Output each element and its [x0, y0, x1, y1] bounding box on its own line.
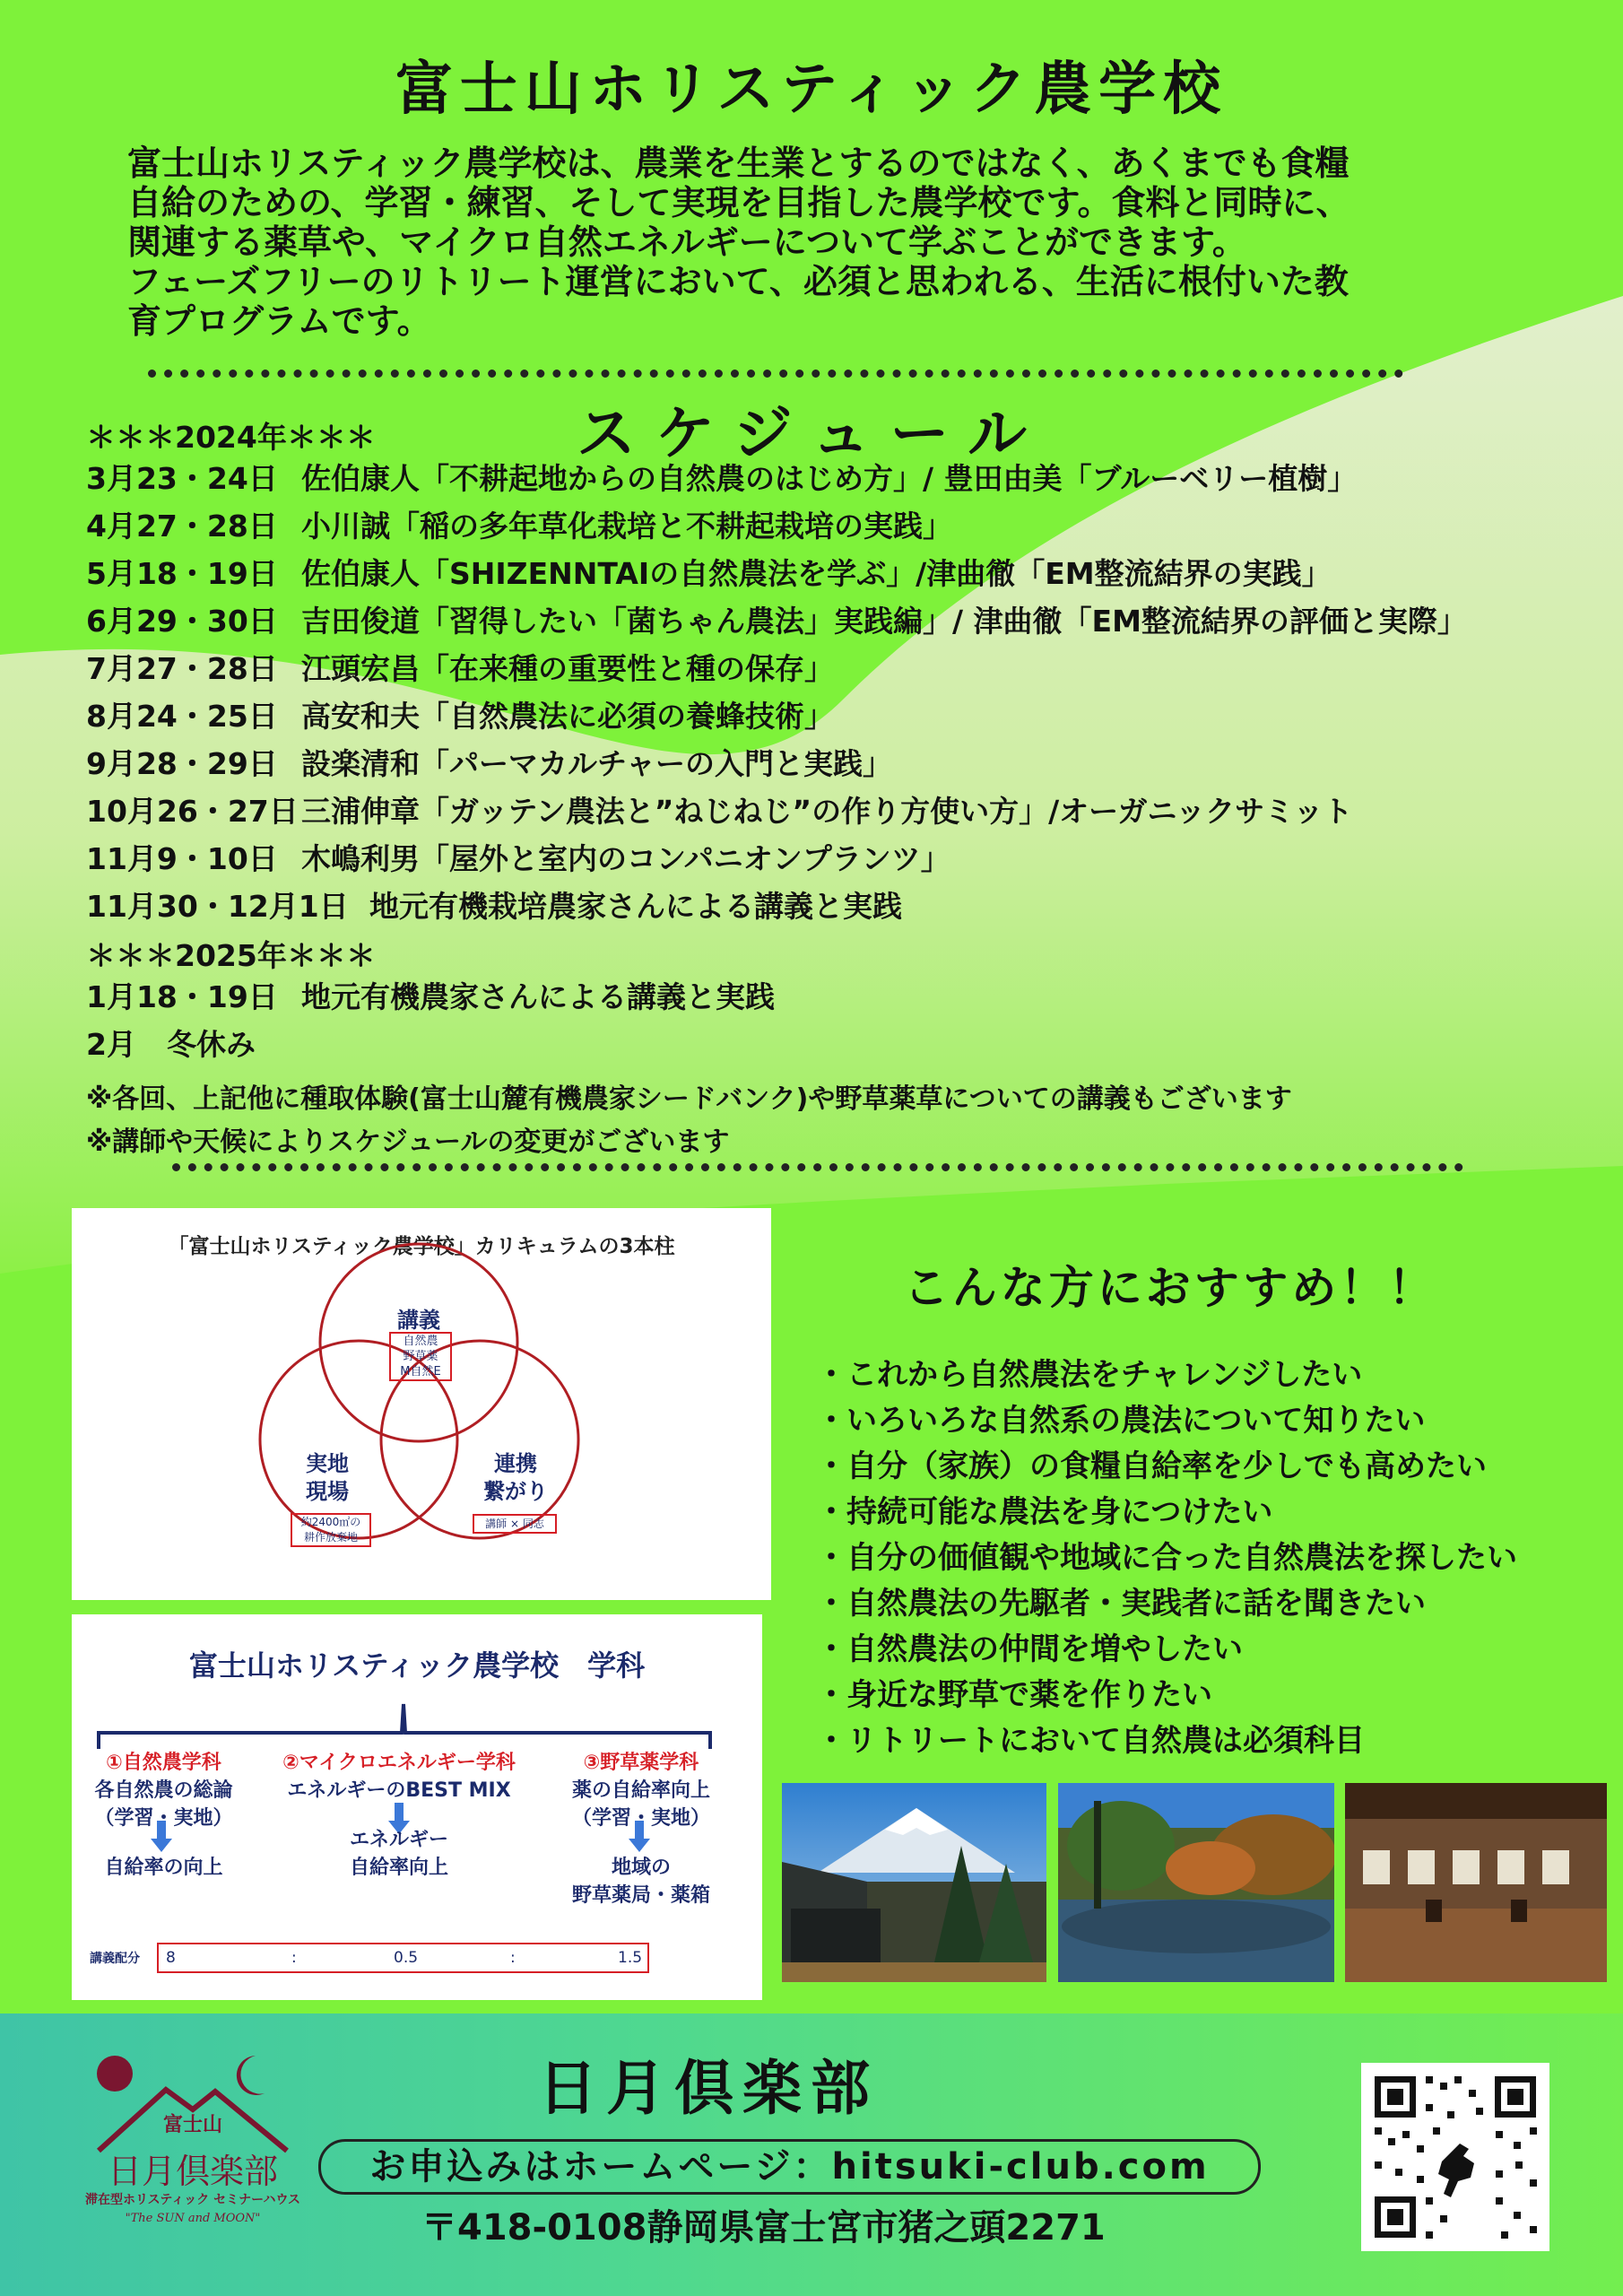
sun-icon [97, 2056, 133, 2092]
intro-line: 育プログラムです。 [127, 301, 431, 341]
schedule-row [86, 509, 952, 544]
department-col-2 [269, 1749, 529, 1882]
club-logo [81, 2045, 305, 2260]
schedule-text: 木嶋利男「屋外と室内のコンパニオンプランツ」 [301, 841, 950, 876]
schedule-text: 佐伯康人「不耕起地からの自然農のはじめ方」/ 豊田由美「ブルーベリー植樹」 [301, 461, 1358, 496]
schedule-row [86, 979, 775, 1015]
ratio-bar [157, 1943, 649, 1973]
department-line: （学習・実地） [94, 1807, 233, 1830]
schedule-date: 2月 [86, 1027, 136, 1062]
department-result: 野草薬局・薬箱 [571, 1884, 710, 1907]
schedule-text: 吉田俊道「習得したい「菌ちゃん農法」実践編」/ 津曲徹「EM整流結界の評価と実際」 [301, 604, 1467, 639]
schedule-row [86, 746, 892, 782]
schedule-text: 高安和夫「自然農法に必須の養蜂技術」 [301, 699, 834, 734]
venn-box-network: 講師 × 同志 [473, 1514, 557, 1534]
department-result: エネルギー [349, 1829, 448, 1851]
club-name: 日月倶楽部 [538, 2054, 879, 2123]
recommend-item: ・いろいろな自然系の農法について知りたい [816, 1403, 1426, 1439]
logo-main-text: 日月倶楽部 [107, 2152, 278, 2191]
dotted-divider [172, 1163, 1463, 1171]
schedule-row [86, 556, 1332, 592]
brace-line [99, 1704, 710, 1749]
department-line: エネルギーのBEST MIX [287, 1779, 511, 1802]
venn-label-field [278, 1450, 377, 1506]
schedule-date: 11月30・12月1日 [86, 889, 349, 924]
recommend-item: ・自然農法の仲間を増やしたい [816, 1631, 1243, 1667]
venn-label-line: 繋がり [483, 1479, 548, 1504]
schedule-date: 8月24・25日 [86, 699, 278, 734]
schedule-note: ※講師や天候によりスケジュールの変更がございます [86, 1126, 730, 1158]
schedule-row [86, 461, 1357, 497]
ratio-separator: : [510, 1949, 516, 1967]
department-line: 各自然農の総論 [94, 1779, 233, 1802]
schedule-date: 9月28・29日 [86, 746, 278, 781]
venn-box-line: M自然E [400, 1365, 441, 1378]
venn-box-lecture [389, 1332, 452, 1381]
photo-pond-autumn [1058, 1783, 1334, 1982]
schedule-date: 3月23・24日 [86, 461, 278, 496]
ratio-label: 講義配分 [90, 1952, 140, 1966]
recommend-item: ・持続可能な農法を身につけたい [816, 1494, 1273, 1530]
logo-top-text: 富士山 [162, 2113, 222, 2136]
recommend-item: ・自分の価値観や地域に合った自然農法を探したい [816, 1540, 1517, 1576]
schedule-row [86, 841, 950, 877]
photo-mount-fuji-house [782, 1783, 1046, 1982]
schedule-row [86, 794, 1352, 830]
schedule-date: 1月18・19日 [86, 979, 278, 1014]
page-title: 富士山ホリスティック農学校 [395, 57, 1228, 123]
schedule-date: 4月27・28日 [86, 509, 278, 544]
recommend-item: ・これから自然農法をチャレンジしたい [816, 1357, 1363, 1393]
departments-panel [72, 1614, 762, 2000]
department-col-3 [538, 1749, 744, 1909]
year-label-2025: ＊＊＊2025年＊＊＊ [86, 938, 376, 973]
year-label-2024: ＊＊＊2024年＊＊＊ [86, 420, 376, 455]
department-head: ②マイクロエネルギー学科 [282, 1752, 516, 1774]
dotted-divider [148, 370, 1403, 378]
schedule-date: 5月18・19日 [86, 556, 278, 591]
curriculum-panel [72, 1208, 771, 1600]
venn-box-field [291, 1513, 371, 1547]
curriculum-title: 「富士山ホリスティック農学校」カリキュラムの3本柱 [168, 1235, 675, 1258]
intro-line: 関連する薬草や、マイクロ自然エネルギーについて学ぶことができます。 [127, 222, 1246, 262]
schedule-note: ※各回、上記他に種取体験(富士山麓有機農家シードバンク)や野草薬草についての講義もございます [86, 1083, 1292, 1115]
department-result: 自給率向上 [349, 1857, 448, 1879]
ratio-value: 0.5 [394, 1949, 419, 1967]
schedule-date: 7月27・28日 [86, 651, 278, 686]
logo-en-text: "The SUN and MOON" [125, 2212, 261, 2225]
venn-label-network [466, 1450, 565, 1506]
department-head: ③野草薬学科 [583, 1752, 699, 1774]
intro-text [127, 144, 1526, 341]
qr-code-icon[interactable] [1361, 2063, 1549, 2251]
moon-icon [237, 2056, 265, 2095]
photo-hall-interior [1345, 1783, 1607, 1982]
department-line: 薬の自給率向上 [571, 1779, 710, 1802]
intro-line: 富士山ホリスティック農学校は、農業を生業とするのではなく、あくまでも食糧 [127, 144, 1350, 183]
department-line: （学習・実地） [571, 1807, 710, 1830]
schedule-text: 地元有機栽培農家さんによる講義と実践 [369, 889, 902, 924]
schedule-date: 10月26・27日 [86, 794, 299, 829]
recommend-item: ・身近な野草で薬を作りたい [816, 1677, 1212, 1713]
address: 〒418-0108静岡県富士宮市猪之頭2271 [421, 2207, 1106, 2248]
schedule-text: 冬休み [167, 1027, 256, 1062]
department-result: 地域の [611, 1857, 671, 1879]
venn-diagram [72, 1208, 771, 1600]
venn-label-line: 連携 [494, 1451, 537, 1476]
schedule-text: 江頭宏昌「在来種の重要性と種の保存」 [301, 651, 834, 686]
apply-link[interactable]: お申込みはホームページ：hitsuki-club.com [318, 2139, 1261, 2195]
ratio-separator: : [291, 1949, 297, 1967]
departments-title: 富士山ホリスティック農学校 学科 [188, 1648, 646, 1683]
intro-line: 自給のための、学習・練習、そして実現を目指した農学校です。食料と同時に、 [127, 183, 1350, 222]
intro-line: フェーズフリーのリトリート運営において、必須と思われる、生活に根付いた教 [127, 262, 1349, 301]
schedule-date: 11月9・10日 [86, 841, 278, 876]
recommend-item: ・自分（家族）の食糧自給率を少しでも高めたい [816, 1448, 1487, 1484]
venn-box-line: 約2400㎡の [300, 1516, 361, 1528]
venn-box-line: 野草薬 [403, 1350, 438, 1363]
schedule-row [86, 1027, 256, 1063]
recommend-item: ・リトリートにおいて自然農は必須科目 [816, 1723, 1365, 1759]
schedule-text: 設楽清和「パーマカルチャーの入門と実践」 [301, 746, 893, 781]
schedule-text: 小川誠「稲の多年草化栽培と不耕起栽培の実践」 [301, 509, 952, 544]
schedule-row [86, 604, 1467, 639]
recommend-list [816, 1352, 1517, 1764]
venn-label-line: 現場 [306, 1479, 349, 1504]
recommend-item: ・自然農法の先駆者・実践者に話を聞きたい [816, 1586, 1426, 1622]
schedule-date: 6月29・30日 [86, 604, 278, 639]
ratio-value: 1.5 [618, 1949, 643, 1967]
venn-box-line: 自然農 [403, 1335, 438, 1348]
schedule-text: 地元有機農家さんによる講義と実践 [301, 979, 775, 1014]
schedule-text: 佐伯康人「SHIZENNTAIの自然農法を学ぶ」/津曲徹「EM整流結界の実践」 [301, 556, 1332, 591]
department-col-1 [72, 1749, 256, 1882]
venn-box-line: 耕作放棄地 [303, 1531, 358, 1544]
venn-label-line: 実地 [306, 1451, 349, 1476]
schedule-row [86, 651, 834, 687]
department-head: ①自然農学科 [106, 1752, 221, 1774]
schedule-heading: スケジュール [576, 399, 1047, 468]
venn-label-lecture: 講義 [397, 1308, 440, 1333]
ratio-value: 8 [166, 1949, 176, 1967]
recommend-title: こんな方におすすめ！！ [903, 1262, 1437, 1314]
schedule-row [86, 889, 902, 925]
schedule-text: 三浦伸章「ガッテン農法と”ねじねじ”の作り方使い方」/オーガニックサミット [301, 794, 1353, 829]
schedule-row [86, 699, 834, 735]
logo-sub-text: 滞在型ホリスティック セミナーハウス [84, 2193, 301, 2207]
department-result: 自給率の向上 [104, 1857, 223, 1879]
